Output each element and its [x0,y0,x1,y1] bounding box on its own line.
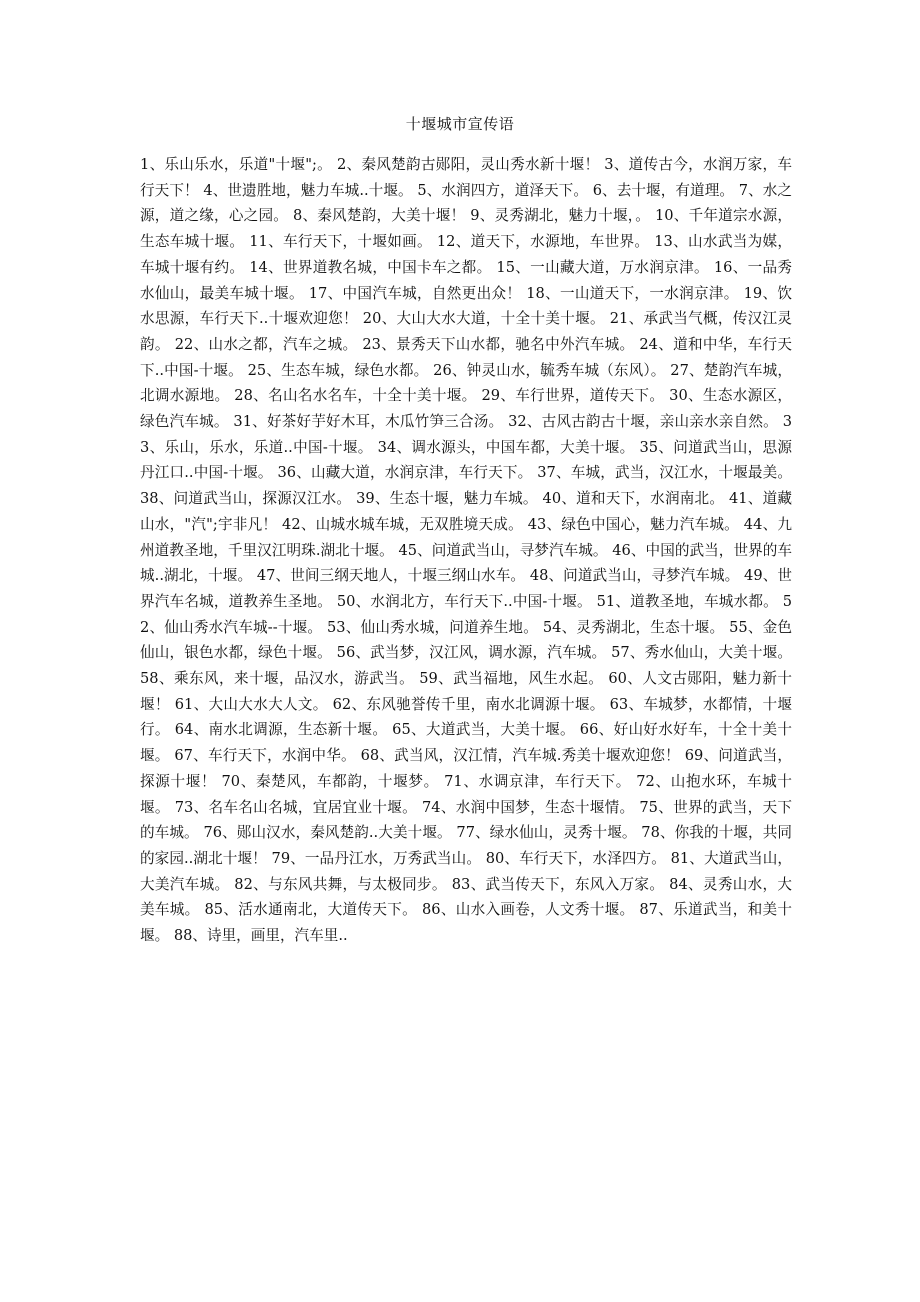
slogan-list: 1、乐山乐水，乐道"十堰";。 2、秦风楚韵古郧阳，灵山秀水新十堰！ 3、道传古今，水润万家，车行天下！ 4、世遗胜地，魅力车城..十堰。 5、水润四方，道泽天下。 6、去十堰，有道理。 7、水之源，道之缘，心之园。 8、秦风楚韵，大美十堰！ 9、灵秀湖北，魅力十堰，。 10、千年道宗水源，生态车城十堰。 11、车行天下，十堰如画。 12、道天下，水源地，车世界。 13、山水武当为媒，车城十堰有约。 14、世界道教名城，中国卡车之都。 15、一山藏大道，万水润京津。 16、一品秀水仙山，最美车城十堰。 17、中国汽车城，自然更出众！ 18、一山道天下，一水润京津。 19、饮水思源，车行天下..十堰欢迎您！ 20、大山大水大道，十全十美十堰。 21、承武当气概，传汉江灵韵。 22、山水之都，汽车之城。 23、景秀天下山水都，驰名中外汽车城。 24、道和中华，车行天下..中国-十堰。 25、生态车城，绿色水都。 26、钟灵山水，毓秀车城（东风）。 27、楚韵汽车城，北调水源地。 28、名山名水名车，十全十美十堰。 29、车行世界，道传天下。 30、生态水源区，绿色汽车城。 31、好茶好芋好木耳，木瓜竹笋三合汤。 32、古风古韵古十堰，亲山亲水亲自然。 33、乐山，乐水，乐道..中国-十堰。 34、调水源头，中国车都，大美十堰。 35、问道武当山，思源丹江口..中国-十堰。 36、山藏大道，水润京津，车行天下。 37、车城，武当，汉江水，十堰最美。 38、问道武当山，探源汉江水。 39、生态十堰，魅力车城。 40、道和天下，水润南北。 41、道藏山水，"汽";宇非凡！ 42、山城水城车城，无双胜境天成。 43、绿色中国心，魅力汽车城。 44、九州道教圣地，千里汉江明珠.湖北十堰。 45、问道武当山，寻梦汽车城。 46、中国的武当，世界的车城..湖北，十堰。 47、世间三纲天地人，十堰三纲山水车。 48、问道武当山，寻梦汽车城。 49、世界汽车名城，道教养生圣地。 50、水润北方，车行天下..中国-十堰。 51、道教圣地，车城水都。 52、仙山秀水汽车城--十堰。 53、仙山秀水城，问道养生地。 54、灵秀湖北，生态十堰。 55、金色仙山，银色水都，绿色十堰。 56、武当梦，汉江风，调水源，汽车城。 57、秀水仙山，大美十堰。 58、乘东风，来十堰，品汉水，游武当。 59、武当福地，风生水起。 60、人文古郧阳，魅力新十堰！ 61、大山大水大人文。 62、东风驰誉传千里，南水北调源十堰。 63、车城梦，水都情，十堰行。 64、南水北调源，生态新十堰。 65、大道武当，大美十堰。 66、好山好水好车，十全十美十堰。 67、车行天下，水润中华。 68、武当风，汉江情，汽车城.秀美十堰欢迎您！ 69、问道武当，探源十堰！ 70、秦楚风，车都韵，十堰梦。 71、水调京津，车行天下。 72、山抱水环，车城十堰。 73、名车名山名城，宜居宜业十堰。 74、水润中国梦，生态十堰情。 75、世界的武当，天下的车城。 76、郧山汉水，秦风楚韵..大美十堰。 77、绿水仙山，灵秀十堰。 78、你我的十堰，共同的家园..湖北十堰！ 79、一品丹江水，万秀武当山。 80、车行天下，水泽四方。 81、大道武当山，大美汽车城。 82、与东风共舞，与太极同步。 83、武当传天下，东风入万家。 84、灵秀山水，大美车城。 85、活水通南北，大道传天下。 86、山水入画卷，人文秀十堰。 87、乐道武当，和美十堰。 88、诗里，画里，汽车里.. [140,156,792,945]
document-title: 十堰城市宣传语 [405,115,515,133]
